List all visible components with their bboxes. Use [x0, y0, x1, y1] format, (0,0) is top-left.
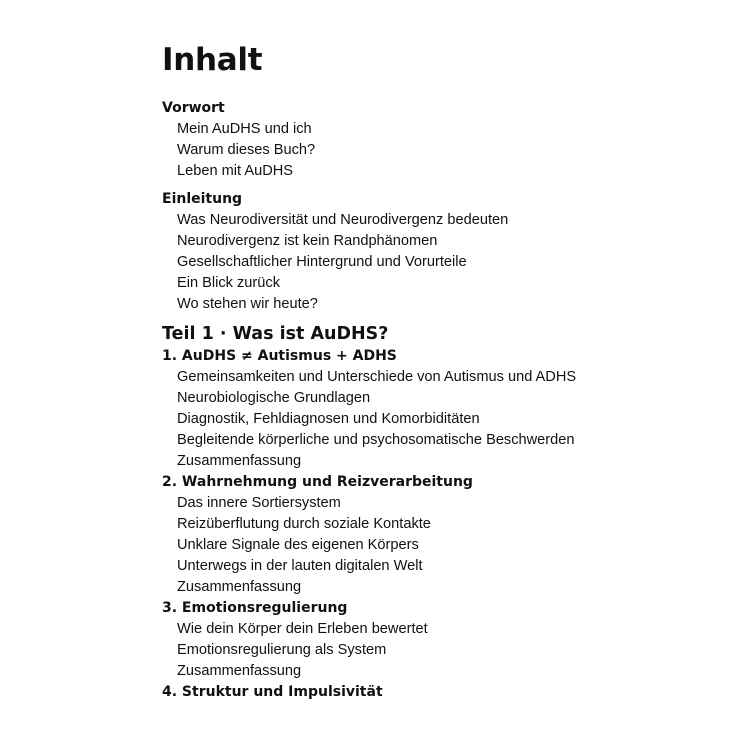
toc-entry[interactable]: Emotionsregulierung als System [177, 642, 387, 658]
toc-entry[interactable]: Neurodivergenz ist kein Randphänomen [177, 233, 438, 249]
toc-entry[interactable]: Zusammenfassung [177, 663, 302, 679]
toc-entry[interactable]: Diagnostik, Fehldiagnosen und Komorbiditäten [177, 411, 480, 427]
chapter-heading[interactable]: 2. Wahrnehmung und Reizverarbeitung [162, 474, 473, 490]
table-of-contents [162, 40, 742, 703]
toc-entry[interactable]: Unklare Signale des eigenen Körpers [177, 537, 419, 553]
chapter-1 [162, 346, 742, 472]
chapter-2 [162, 472, 742, 598]
toc-entry[interactable]: Warum dieses Buch? [177, 142, 316, 158]
toc-entry[interactable]: Wo stehen wir heute? [177, 296, 318, 312]
toc-entry[interactable]: Neurobiologische Grundlagen [177, 390, 371, 406]
toc-entry[interactable]: Leben mit AuDHS [177, 163, 294, 179]
toc-entry[interactable]: Begleitende körperliche und psychosomatische Beschwerden [177, 432, 575, 448]
toc-entry[interactable]: Mein AuDHS und ich [177, 121, 312, 137]
chapter-heading[interactable]: 3. Emotionsregulierung [162, 600, 348, 616]
toc-entry[interactable]: Zusammenfassung [177, 453, 302, 469]
chapter-item-list [162, 493, 742, 598]
toc-entry[interactable]: Was Neurodiversität und Neurodivergenz bedeuten [177, 212, 509, 228]
chapter-item-list [162, 367, 742, 472]
part-1 [162, 322, 742, 703]
chapter-4 [162, 682, 742, 703]
toc-entry[interactable]: Gemeinsamkeiten und Unterschiede von Autismus und ADHS [177, 369, 577, 385]
toc-entry[interactable]: Das innere Sortiersystem [177, 495, 341, 511]
toc-entry[interactable]: Unterwegs in der lauten digitalen Welt [177, 558, 423, 574]
toc-entry[interactable]: Gesellschaftlicher Hintergrund und Vorurteile [177, 254, 467, 270]
section-einleitung [162, 189, 742, 315]
chapter-heading[interactable]: 1. AuDHS ≠ Autismus + ADHS [162, 348, 397, 364]
toc-entry[interactable]: Reizüberflutung durch soziale Kontakte [177, 516, 431, 532]
section-heading[interactable]: Einleitung [162, 191, 243, 207]
section-item-list [162, 210, 742, 315]
chapter-heading[interactable]: 4. Struktur und Impulsivität [162, 684, 383, 700]
chapter-item-list [162, 619, 742, 682]
section-heading[interactable]: Vorwort [162, 100, 225, 116]
toc-entry[interactable]: Zusammenfassung [177, 579, 302, 595]
part-heading[interactable]: Teil 1 · Was ist AuDHS? [162, 324, 389, 344]
page-title: Inhalt [162, 42, 263, 78]
section-item-list [162, 119, 742, 182]
section-vorwort [162, 98, 742, 182]
toc-entry[interactable]: Wie dein Körper dein Erleben bewertet [177, 621, 428, 637]
chapter-3 [162, 598, 742, 682]
toc-entry[interactable]: Ein Blick zurück [177, 275, 280, 291]
